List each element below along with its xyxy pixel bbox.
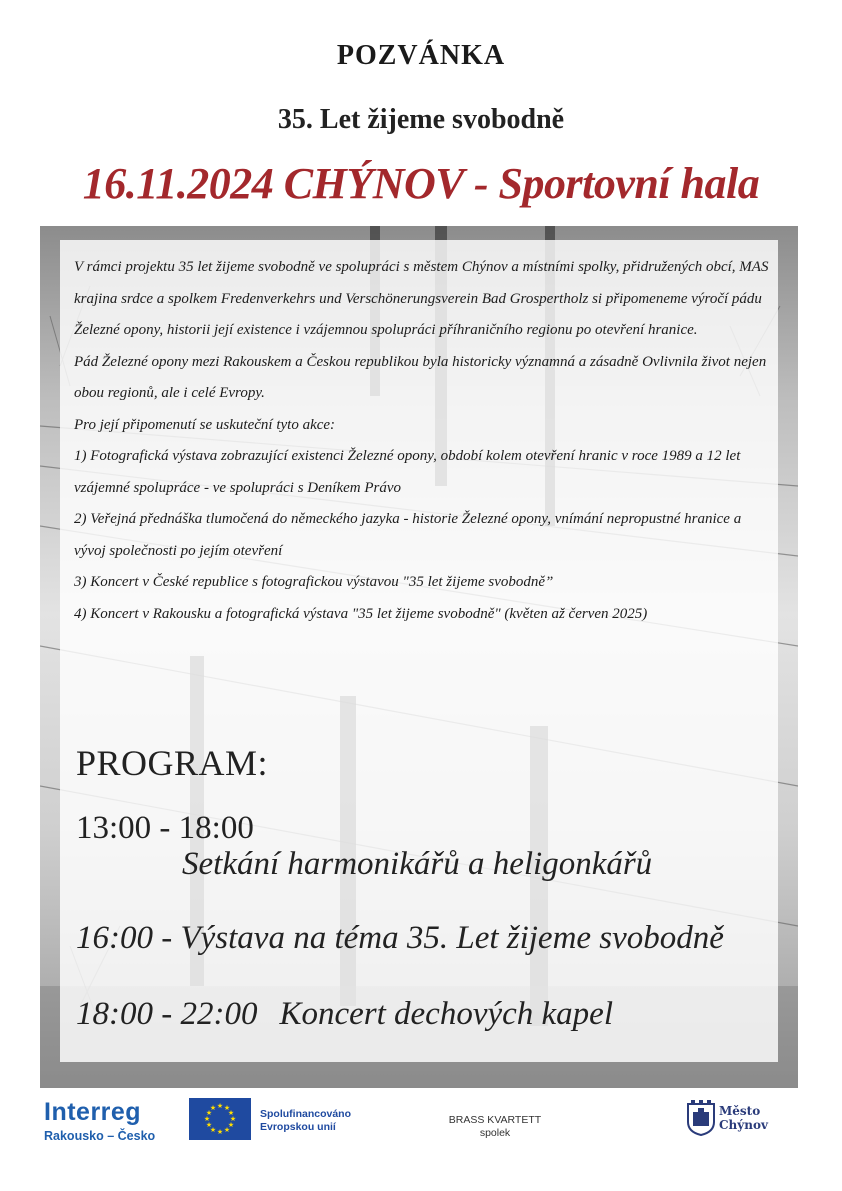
- program-item-1-name: Setkání harmonikářů a heligonkářů: [182, 846, 653, 882]
- svg-text:★: ★: [223, 1104, 231, 1112]
- svg-text:★: ★: [205, 1109, 213, 1117]
- svg-text:★: ★: [227, 1109, 235, 1117]
- interreg-logo: [44, 1098, 155, 1143]
- brass-kvartett-logo: [420, 1114, 570, 1140]
- program-item-2: 16:00 - Výstava na téma 35. Let žijeme svobodně: [76, 920, 724, 956]
- svg-text:★: ★: [209, 1104, 217, 1112]
- page-title: POZVÁNKA: [336, 40, 506, 71]
- eu-cofunding-text: [260, 1108, 351, 1134]
- svg-text:★: ★: [216, 1128, 224, 1136]
- brass-line-2: spolek: [479, 1127, 511, 1139]
- event-date-location: 16.11.2024 CHÝNOV - Sportovní hala: [82, 159, 760, 208]
- town-name: [719, 1104, 768, 1132]
- eu-flag-icon: [189, 1098, 251, 1140]
- svg-text:★: ★: [227, 1121, 235, 1129]
- eu-line-2: Evropskou unií: [260, 1121, 336, 1133]
- svg-text:★: ★: [229, 1115, 237, 1123]
- town-crest-icon: [686, 1098, 716, 1136]
- program-item-3: [76, 996, 613, 1033]
- program-item-1-time: 13:00 - 18:00: [76, 810, 254, 846]
- event-item: 1) Fotografická výstava zobrazující existenci Železné opony, období kolem otevření hranic v roce 1989 a 12 let vzájemné spolupráce - ve spolupráci s Deníkem Právo: [74, 448, 741, 496]
- footer-logos: [0, 1090, 842, 1190]
- town-line-1: Město: [719, 1104, 761, 1118]
- eu-line-1: Spolufinancováno: [260, 1108, 352, 1120]
- program-item-3-name: Koncert dechových kapel: [279, 996, 613, 1032]
- intro-paragraph: Pád Železné opony mezi Rakouskem a Českou republikou byla historicky významná a zásadně Ovlivnila život nejen obou regionů, ale i celé Evropy.: [74, 353, 767, 401]
- svg-text:★: ★: [205, 1121, 213, 1129]
- program-heading: PROGRAM:: [76, 743, 269, 783]
- brass-line-1: BRASS KVARTETT: [448, 1114, 542, 1126]
- intro-paragraph: Pro její připomenutí se uskuteční tyto akce:: [74, 416, 336, 433]
- event-item: 4) Koncert v Rakousku a fotografická výstava "35 let žijeme svobodně" (květen až červen 2025): [74, 605, 648, 622]
- town-chynov-logo: [686, 1098, 768, 1140]
- event-item: 2) Veřejná přednáška tlumočená do německého jazyka - historie Železné opony, vnímání nepropustné hranice a vývoj společnosti po jejím otevření: [74, 511, 742, 559]
- event-item: 3) Koncert v České republice s fotografickou výstavou "35 let žijeme svobodně”: [74, 574, 554, 590]
- interreg-wordmark: Interreg: [44, 1098, 142, 1126]
- svg-text:★: ★: [216, 1102, 224, 1110]
- subtitle: 35. Let žijeme svobodně: [277, 104, 565, 135]
- svg-text:★: ★: [223, 1126, 231, 1134]
- svg-text:★: ★: [209, 1126, 217, 1134]
- svg-text:★: ★: [203, 1115, 211, 1123]
- interreg-subtitle: Rakousko – Česko: [44, 1129, 156, 1143]
- invitation-text: [74, 252, 774, 630]
- intro-paragraph: V rámci projektu 35 let žijeme svobodně ve spolupráci s městem Chýnov a místními spolky, přidružených obcí, MAS krajina srdce a spolkem Fredenverkehrs und Verschönerungsverein Bad Grospertholz si připomeneme výročí pádu Železné opony, historii její existence i vzájemnou spolupráci příhraničního regionu po otevření hranice.: [74, 259, 769, 338]
- town-line-2: Chýnov: [719, 1118, 768, 1132]
- program-item-3-time: 18:00 - 22:00: [76, 996, 258, 1032]
